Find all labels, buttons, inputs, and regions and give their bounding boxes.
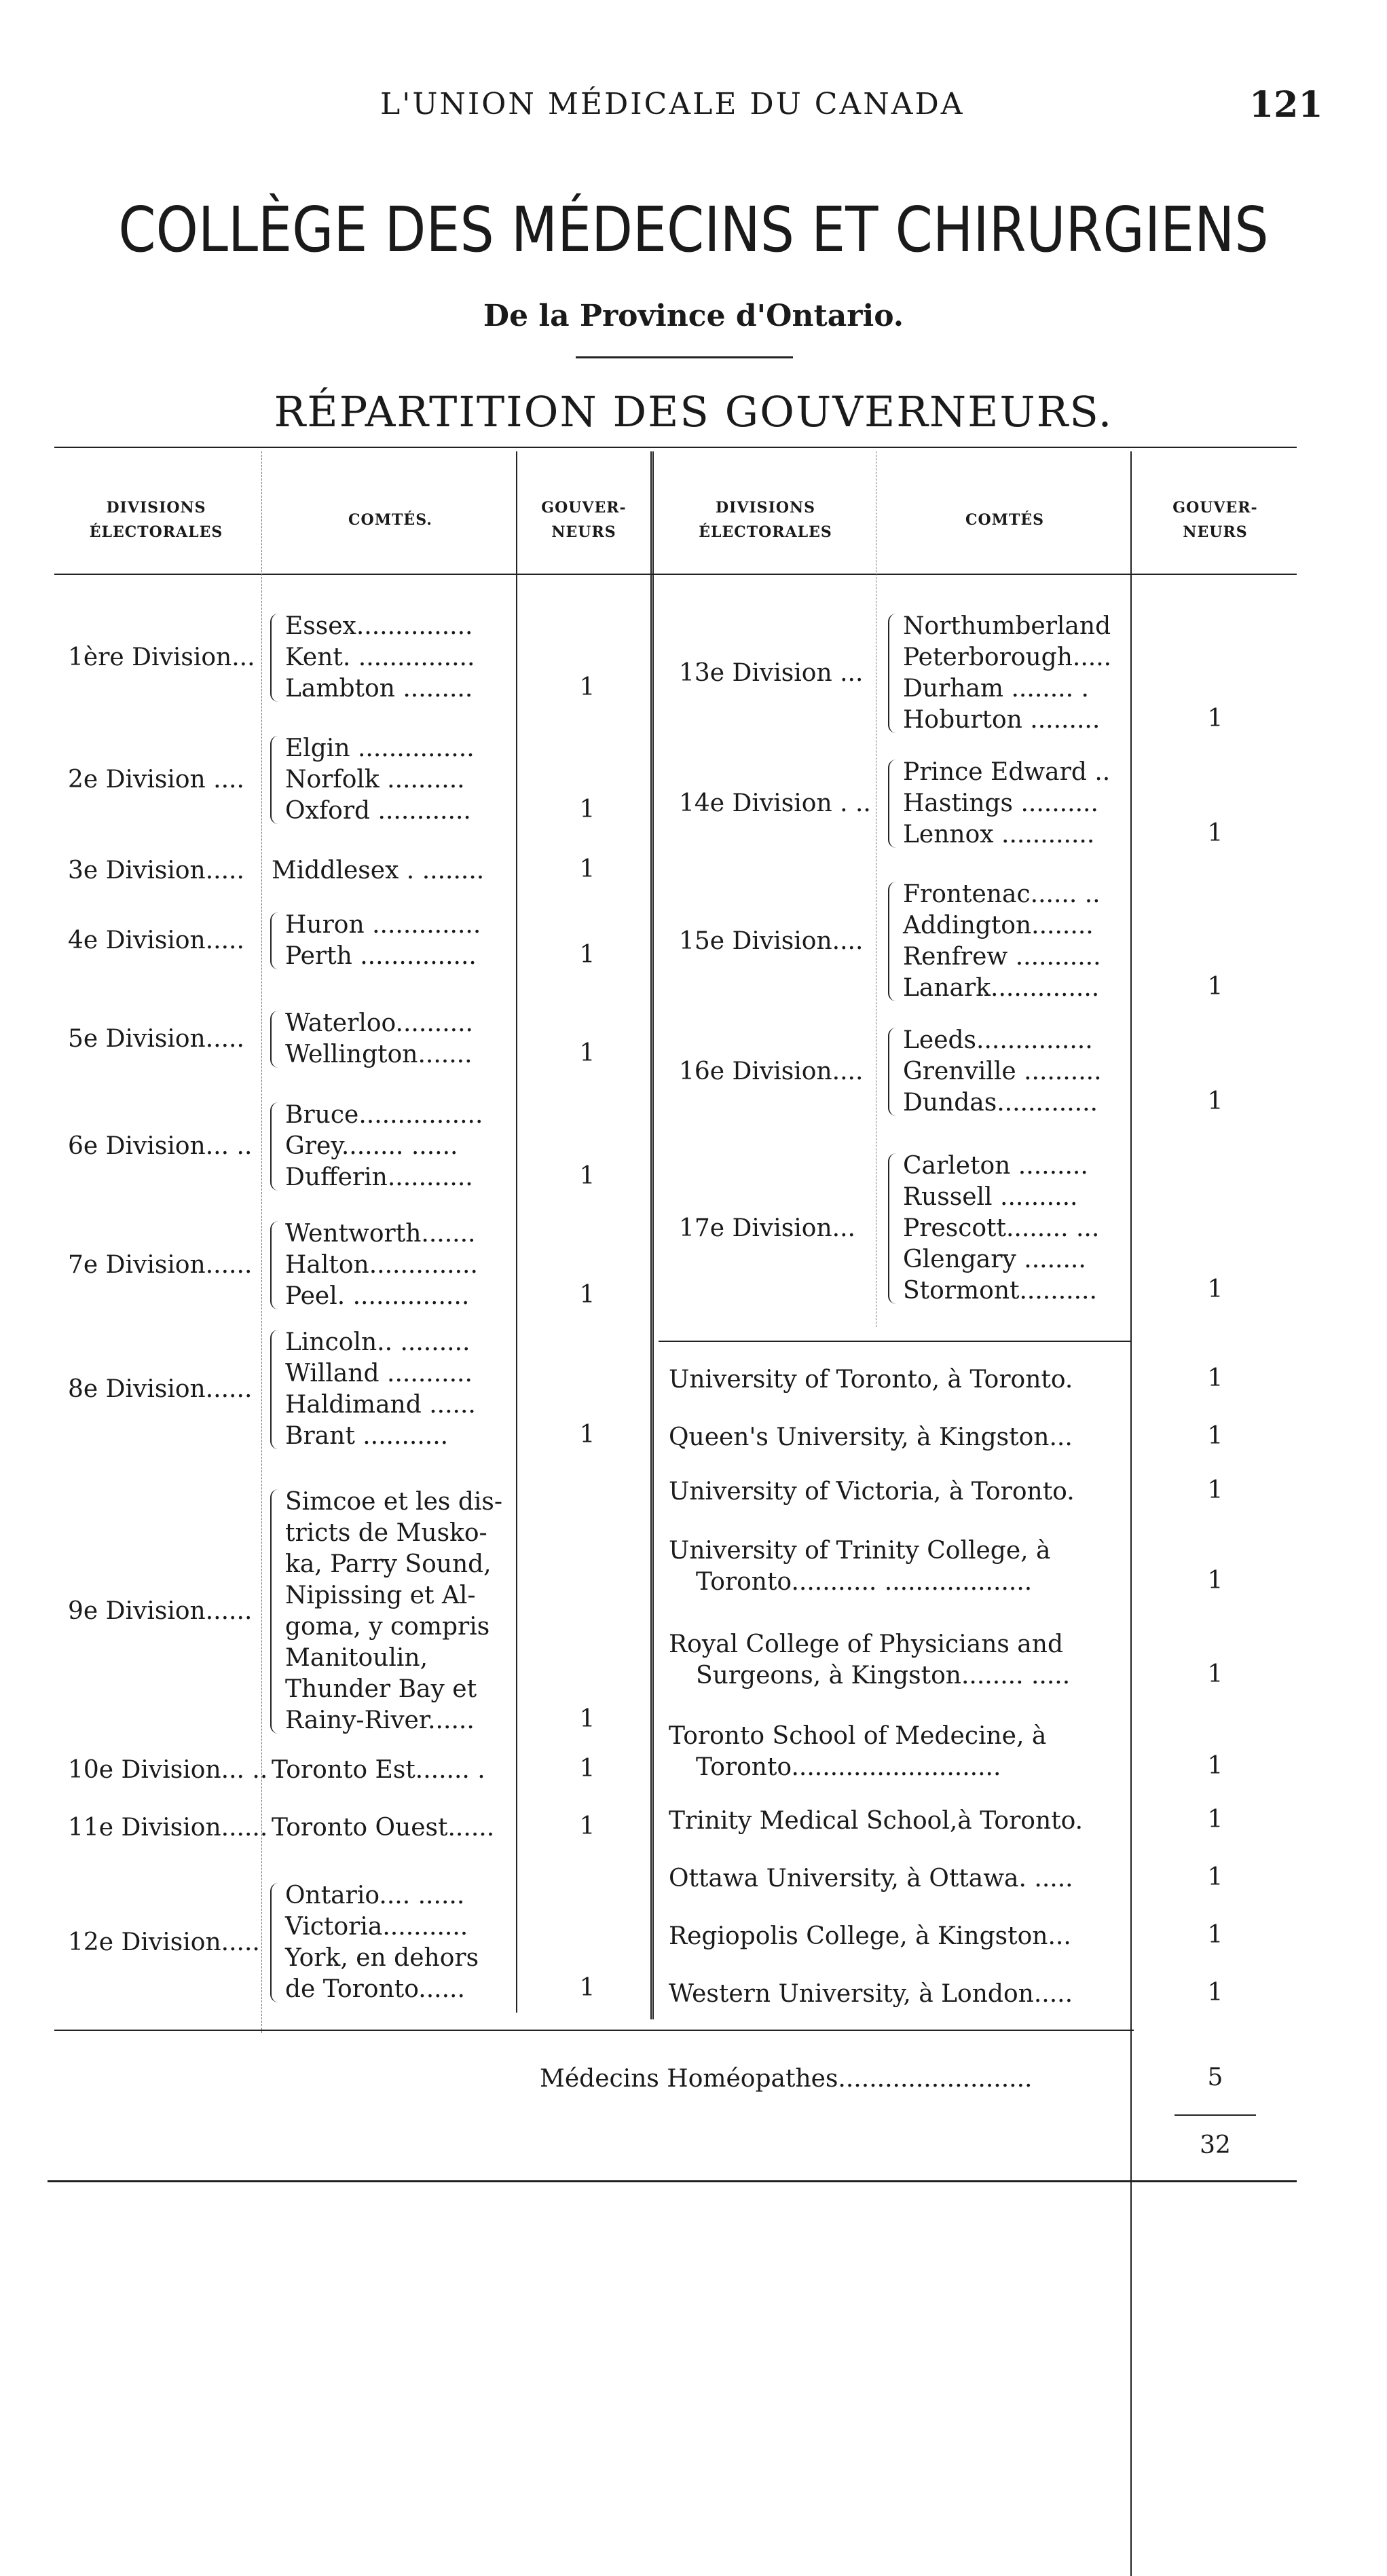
county-name: Glengary ........: [903, 1246, 1086, 1273]
county-name: Hastings ..........: [903, 789, 1098, 817]
governor-count: 1: [579, 855, 595, 883]
table-bottom-rule: [54, 2030, 1134, 2031]
county-name: Huron ..............: [285, 911, 481, 939]
total-rule: [1175, 2114, 1256, 2116]
county-name: Lennox ............: [903, 821, 1095, 848]
homeopaths-label: Médecins Homéopathes.........................: [540, 2065, 1033, 2093]
county-name: York, en dehors: [285, 1944, 479, 1972]
page-subtitle: De la Province d'Ontario.: [483, 299, 904, 333]
division-label: 16e Division....: [679, 1058, 864, 1085]
county-name: Prince Edward ..: [903, 758, 1111, 786]
governor-count: 1: [1207, 1476, 1223, 1504]
county-name: Lambton .........: [285, 675, 473, 703]
governor-count: 1: [579, 1162, 595, 1190]
county-brace: [270, 1011, 278, 1068]
governor-count: 1: [1207, 1863, 1223, 1891]
governor-count: 1: [1207, 1422, 1223, 1450]
county-name: Dufferin...........: [285, 1163, 473, 1191]
governor-count: 1: [1207, 1752, 1223, 1780]
county-name: Russell ..........: [903, 1183, 1078, 1211]
county-brace: [888, 1153, 896, 1304]
page-bottom-rule: [48, 2180, 1297, 2182]
governor-count: 1: [1207, 1979, 1223, 2006]
university-name: Surgeons, à Kingston........ .....: [696, 1662, 1071, 1690]
header-gouverneurs-left: GOUVER- NEURS: [541, 499, 627, 541]
county-name: Wentworth.......: [285, 1220, 476, 1248]
governor-count: 1: [1207, 1567, 1223, 1594]
col-divider-1: [261, 451, 262, 2033]
governor-count: 1: [1207, 1660, 1223, 1688]
county-name: Norfolk ..........: [285, 766, 465, 794]
county-brace: [270, 1883, 278, 2002]
governor-count: 1: [579, 1812, 595, 1840]
county-brace: [888, 882, 896, 1001]
table-header-rule: [54, 574, 1297, 575]
section-title: RÉPARTITION DES GOUVERNEURS.: [274, 387, 1113, 436]
county-name: Elgin ...............: [285, 734, 475, 762]
county-name: Prescott........ ...: [903, 1214, 1100, 1242]
university-name: Trinity Medical School,à Toronto.: [669, 1807, 1084, 1835]
county-brace: [270, 614, 278, 702]
governor-count: 1: [1207, 819, 1223, 847]
county-name: Perth ...............: [285, 942, 477, 970]
table-top-rule: [54, 447, 1297, 448]
division-label: 11e Division......: [68, 1814, 268, 1842]
county-name: Renfrew ...........: [903, 943, 1101, 971]
county-brace: [888, 760, 896, 848]
governor-count: 1: [579, 1755, 595, 1782]
county-name: Nipissing et Al-: [285, 1582, 476, 1609]
uni-top-rule: [659, 1341, 1130, 1342]
header-gouverneurs-right: GOUVER- NEURS: [1172, 499, 1258, 541]
governor-count: 1: [579, 1705, 595, 1733]
page-title: COLLÈGE DES MÉDECINS ET CHIRURGIENS: [118, 193, 1269, 266]
division-label: 2e Division ....: [68, 766, 244, 794]
governor-count: 1: [579, 941, 595, 969]
governor-count: 1: [1207, 1921, 1223, 1949]
governor-count: 1: [579, 1421, 595, 1449]
division-label: 12e Division.....: [68, 1928, 260, 1956]
header-comtes-left: COMTÉS.: [348, 511, 432, 529]
county-name: Kent. ...............: [285, 643, 475, 671]
county-name: Toronto Ouest......: [272, 1814, 495, 1842]
county-name: Middlesex . ........: [272, 857, 485, 884]
division-label: 10e Division... ..: [68, 1756, 268, 1784]
county-name: ka, Parry Sound,: [285, 1550, 492, 1578]
governor-count: 1: [579, 1974, 595, 2002]
governor-count: 1: [1207, 1275, 1223, 1303]
county-name: goma, y compris: [285, 1613, 490, 1641]
division-label: 3e Division.....: [68, 857, 244, 884]
title-rule: [576, 356, 793, 358]
county-name: Ontario.... ......: [285, 1882, 465, 1909]
division-label: 5e Division.....: [68, 1025, 244, 1053]
division-label: 4e Division.....: [68, 927, 244, 954]
county-name: Rainy-River......: [285, 1706, 475, 1734]
running-title: L'UNION MÉDICALE DU CANADA: [380, 87, 965, 122]
university-name: Ottawa University, à Ottawa. .....: [669, 1865, 1073, 1892]
county-name: Frontenac...... ..: [903, 880, 1101, 908]
county-name: Haldimand ......: [285, 1391, 476, 1419]
total-governors: 32: [1200, 2131, 1231, 2159]
division-label: 14e Division . ..: [679, 789, 871, 817]
county-name: Dundas.............: [903, 1089, 1098, 1117]
center-divider: [650, 451, 654, 2019]
header-comtes-right: COMTÉS: [965, 511, 1045, 529]
county-name: Carleton .........: [903, 1152, 1088, 1180]
county-name: Stormont..........: [903, 1277, 1097, 1305]
division-label: 1ère Division...: [68, 643, 255, 671]
governor-count: 1: [1207, 973, 1223, 1001]
governor-count: 1: [1207, 1806, 1223, 1833]
county-name: Manitoulin,: [285, 1644, 428, 1672]
county-brace: [888, 1028, 896, 1116]
division-label: 8e Division......: [68, 1375, 253, 1403]
university-name: Royal College of Physicians and: [669, 1630, 1063, 1658]
county-name: Hoburton .........: [903, 706, 1101, 734]
university-name: University of Trinity College, à: [669, 1537, 1051, 1565]
county-name: Peel. ...............: [285, 1282, 470, 1310]
page-number: 121: [1249, 84, 1323, 126]
division-label: 6e Division... ..: [68, 1132, 253, 1160]
county-name: Leeds...............: [903, 1026, 1093, 1054]
header-divisions-left: DIVISIONS ÉLECTORALES: [89, 499, 223, 541]
university-name: Regiopolis College, à Kingston...: [669, 1922, 1071, 1950]
county-name: Addington........: [903, 912, 1094, 939]
county-brace: [888, 614, 896, 733]
university-name: University of Toronto, à Toronto.: [669, 1366, 1073, 1394]
county-name: Simcoe et les dis-: [285, 1488, 503, 1516]
university-name: Toronto...........................: [696, 1753, 1001, 1781]
county-brace: [270, 1330, 278, 1449]
county-brace: [270, 736, 278, 824]
header-divisions-right: DIVISIONS ÉLECTORALES: [699, 499, 832, 541]
county-name: Grenville ..........: [903, 1058, 1102, 1085]
county-name: Northumberland: [903, 612, 1111, 640]
county-brace: [270, 1221, 278, 1309]
university-name: University of Victoria, à Toronto.: [669, 1478, 1075, 1506]
homeopaths-count: 5: [1207, 2064, 1223, 2091]
county-name: Victoria...........: [285, 1913, 468, 1941]
county-name: Wellington.......: [285, 1041, 473, 1068]
county-name: Lanark..............: [903, 974, 1100, 1002]
university-name: Toronto School of Medecine, à: [669, 1722, 1047, 1750]
county-name: Thunder Bay et: [285, 1675, 477, 1703]
county-name: Durham ........ .: [903, 675, 1089, 703]
county-name: Grey........ ......: [285, 1132, 458, 1160]
county-name: Oxford ............: [285, 797, 471, 825]
county-name: Lincoln.. .........: [285, 1328, 470, 1356]
col-divider-2: [516, 451, 517, 2013]
county-name: de Toronto......: [285, 1975, 465, 2003]
col-divider-5: [1130, 451, 1132, 2576]
county-name: Willand ...........: [285, 1360, 473, 1387]
division-label: 15e Division....: [679, 927, 864, 955]
county-name: Toronto Est....... .: [272, 1756, 485, 1784]
governor-count: 1: [1207, 1087, 1223, 1115]
university-name: Queen's University, à Kingston...: [669, 1423, 1073, 1451]
university-name: Toronto........... ...................: [696, 1568, 1033, 1596]
county-name: Bruce................: [285, 1101, 483, 1129]
governor-count: 1: [579, 1039, 595, 1067]
county-name: Brant ...........: [285, 1422, 449, 1450]
governor-count: 1: [1207, 705, 1223, 732]
county-name: tricts de Musko-: [285, 1519, 487, 1547]
division-label: 17e Division...: [679, 1214, 855, 1242]
governor-count: 1: [1207, 1364, 1223, 1392]
university-name: Western University, à London.....: [669, 1980, 1073, 2008]
county-brace: [270, 1489, 278, 1734]
county-brace: [270, 1102, 278, 1191]
county-name: Peterborough.....: [903, 643, 1112, 671]
county-name: Halton..............: [285, 1251, 478, 1279]
county-brace: [270, 912, 278, 969]
governor-count: 1: [579, 673, 595, 701]
governor-count: 1: [579, 1281, 595, 1309]
division-label: 7e Division......: [68, 1251, 253, 1279]
governor-count: 1: [579, 796, 595, 823]
county-name: Essex...............: [285, 612, 473, 640]
division-label: 9e Division......: [68, 1597, 253, 1625]
county-name: Waterloo..........: [285, 1009, 473, 1037]
division-label: 13e Division ...: [679, 659, 864, 687]
